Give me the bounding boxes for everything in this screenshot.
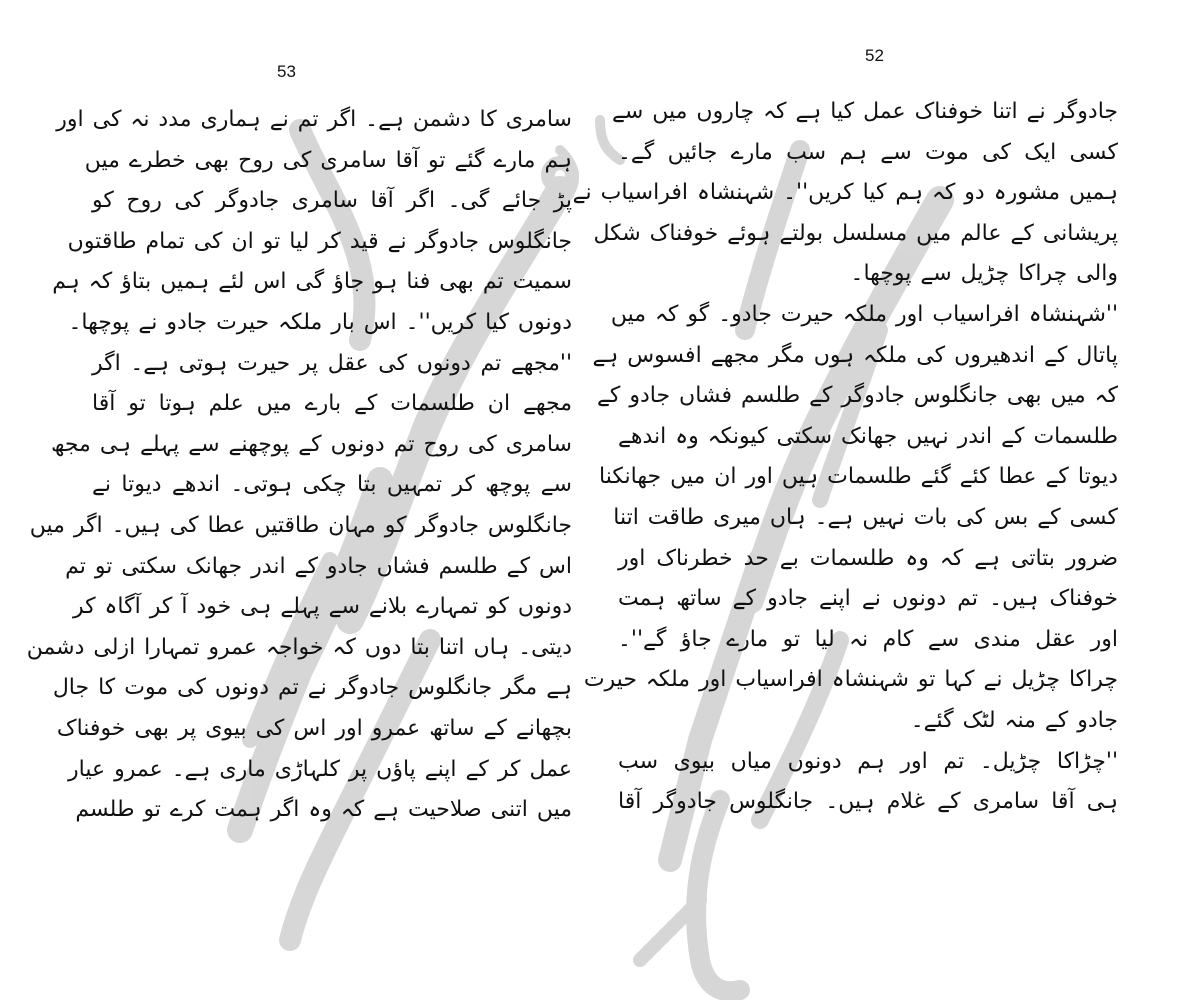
text-line: سامری کا دشمن ہے۔ اگر تم نے ہماری مدد نہ کی اور <box>56 107 572 132</box>
text-line: پاتال کے اندھیروں کی ملکہ ہوں مگر مجھے افسوس ہے <box>592 342 1118 368</box>
text-line: کسی ایک کی موت سے ہم سب مارے جائیں گے۔ <box>618 139 1118 165</box>
text-line: طلسمات کے اندر نہیں جھانک سکتی کیونکہ وہ اندھے <box>618 423 1118 449</box>
text-line: میں اتنی صلاحیت ہے کہ وہ اگر ہمت کرے تو طلسم <box>75 797 572 823</box>
text-line: دیوتا کے عطا کئے گئے طلسمات ہیں اور ان میں جھانکنا <box>599 464 1118 490</box>
text-line: خوفناک ہیں۔ تم دونوں نے اپنے جادو کے ساتھ ہمت <box>618 586 1118 612</box>
text-line: جادوگر نے اتنا خوفناک عمل کیا ہے کہ چاروں میں سے <box>611 99 1118 124</box>
text-line: جانگلوس جادوگر کو مہان طاقتیں عطا کی ہیں۔ اگر میں <box>29 512 572 538</box>
text-line: جانگلوس جادوگر نے قید کر لیا تو ان کی تمام طاقتوں <box>67 228 572 254</box>
text-line: اور عقل مندی سے کام نہ لیا تو مارے جاؤ گے''۔ <box>618 626 1118 652</box>
text-line: پریشانی کے عالم میں مسلسل بولتے ہوئے خوفناک شکل <box>593 220 1118 246</box>
text-line: عمل کر کے اپنے پاؤں پر کلہاڑی ماری ہے۔ عمرو عیار <box>68 756 572 782</box>
text-line: ''مجھے تم دونوں کی عقل پر حیرت ہوتی ہے۔ اگر <box>92 350 572 376</box>
text-line: بچھانے کے ساتھ عمرو اور اس کی بیوی پر بھی خوفناک <box>56 715 572 741</box>
page-right <box>572 40 1118 990</box>
page-right-text <box>572 92 1118 823</box>
text-line: دونوں کیا کریں''۔ اس بار ملکہ حیرت جادو نے پوچھا۔ <box>68 309 572 335</box>
text-line: ''شہنشاہ افراسیاب اور ملکہ حیرت جادو۔ گو کہ میں <box>610 301 1118 327</box>
text-line: کہ میں بھی جانگلوس جادوگر کے طلسم فشاں جادو کے <box>596 383 1118 409</box>
text-line: چراکا چڑیل نے کہا تو شہنشاہ افراسیاب اور ملکہ حیرت <box>583 667 1118 693</box>
text-line: پڑ جائے گی۔ اگر آقا سامری جادوگر کی روح کو <box>92 188 572 214</box>
page-number-right: 52 <box>865 46 884 65</box>
text-line: سامری کی روح تم دونوں کے پوچھنے سے پہلے ہی مجھ <box>50 431 572 457</box>
text-line: سمیت تم بھی فنا ہو جاؤ گی اس لئے ہمیں بتاؤ کہ ہم <box>52 269 572 295</box>
text-line: دیتی۔ ہاں اتنا بتا دوں کہ خواجہ عمرو تمہارا ازلی دشمن <box>26 634 572 660</box>
text-line: مجھے ان طلسمات کے بارے میں علم ہوتا تو آقا <box>92 391 572 417</box>
text-line: ہم مارے گئے تو آقا سامری کی روح بھی خطرے میں <box>84 147 572 173</box>
page-number-left: 53 <box>277 62 296 81</box>
text-line: والی چراکا چڑیل سے پوچھا۔ <box>850 261 1118 287</box>
page-left-text <box>26 100 572 831</box>
text-line: ''چڑاکا چڑیل۔ تم اور ہم دونوں میاں بیوی سب <box>618 748 1118 774</box>
text-line: اس کے طلسم فشاں جادو کے اندر جھانک سکتی تو تم <box>65 553 572 579</box>
text-line: ہمیں مشورہ دو کہ ہم کیا کریں''۔ شہنشاہ افراسیاب نے <box>572 180 1118 206</box>
text-line: ہے مگر جانگلوس جادوگر نے تم دونوں کی موت کا جال <box>52 675 572 701</box>
page-left <box>26 60 572 990</box>
text-line: کسی کے بس کی بات نہیں ہے۔ ہاں میری طاقت اتنا <box>613 504 1118 530</box>
text-line: جادو کے منہ لٹک گئے۔ <box>910 707 1118 733</box>
text-line: ضرور بتاتی ہے کہ وہ طلسمات بے حد خطرناک اور <box>618 545 1118 571</box>
text-line: دونوں کو تمہارے بلانے سے پہلے ہی خود آ کر آگاہ کر <box>72 594 572 620</box>
text-line: ہی آقا سامری کے غلام ہیں۔ جانگلوس جادوگر آقا <box>618 789 1118 815</box>
text-line: سے پوچھ کر تمہیں بتا چکی ہوتی۔ اندھے دیوتا نے <box>92 472 572 498</box>
